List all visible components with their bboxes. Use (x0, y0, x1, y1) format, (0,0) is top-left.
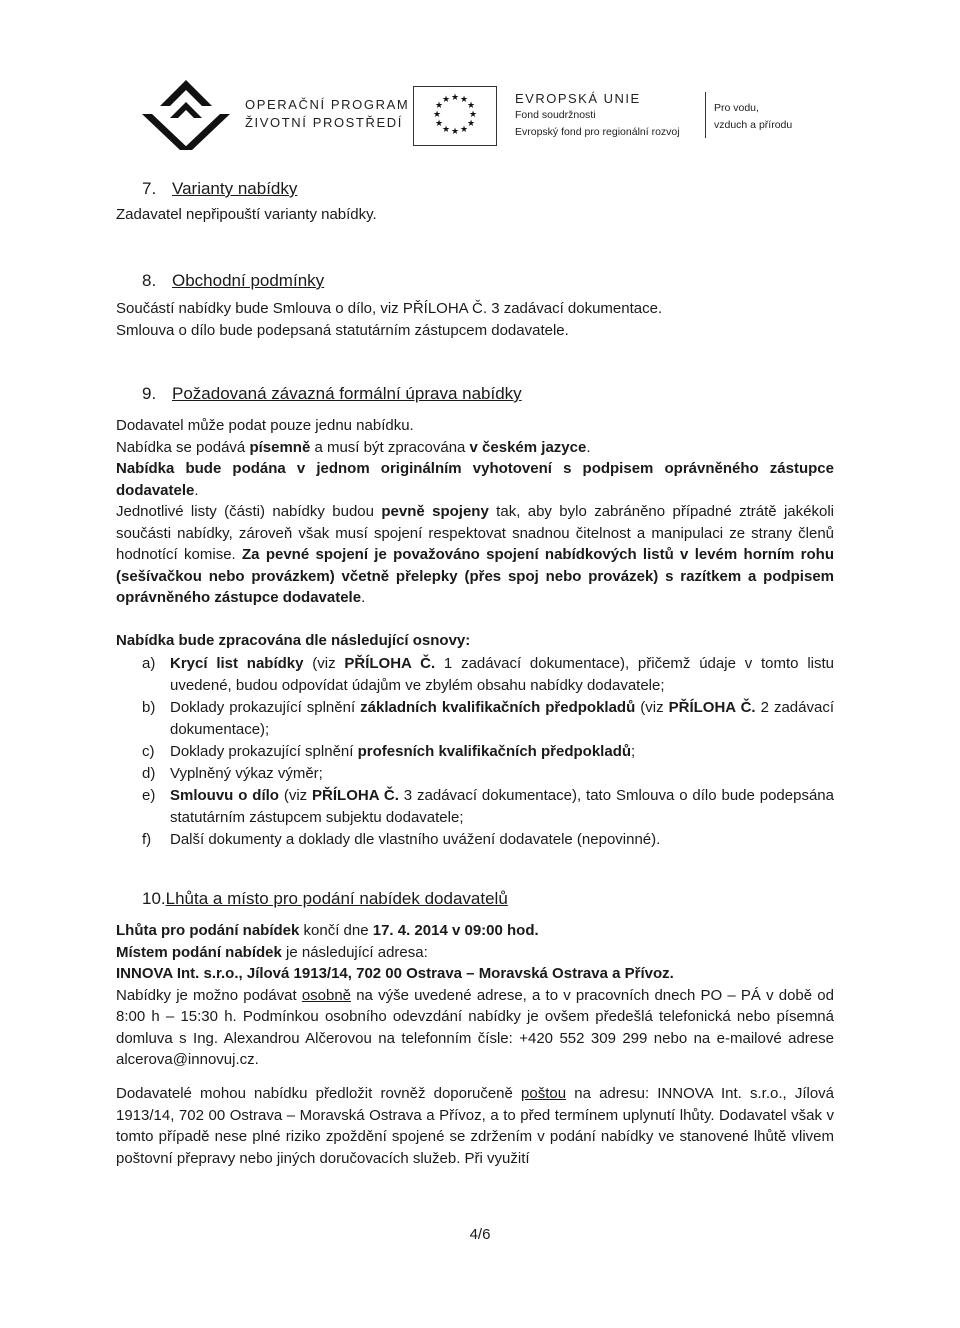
p4-bold-d: Za pevné spojení je považováno spojení nabídkových listů v levém horním rohu (sešívačkou nebo provázkem) včetně přelepky (přes spoj nebo provázek) s razítkem a podpisem oprávněného zástupce dodavatele (116, 546, 834, 606)
p2-text-a: Nabídka se podává (116, 438, 250, 456)
p4-bold-b: pevně spojeny (381, 503, 489, 520)
list-label: f) (142, 831, 152, 848)
list-body: Doklady prokazující splnění základních kvalifikačních předpokladů (viz PŘÍLOHA Č. 2 zadávací dokumentace); (170, 699, 834, 738)
list-label: a) (142, 655, 156, 672)
list-body: Krycí list nabídky (viz PŘÍLOHA Č. 1 zadávací dokumentace), přičemž údaje v tomto listu uvedené, budou odpovídat údajům ve zbylém obsahu nabídky dodavatele; (170, 655, 834, 694)
section-9-p3: Nabídka bude podána v jednom originálním vyhotovení s podpisem oprávněného zástupce dodavatele. (116, 460, 834, 499)
section-10-p1: Nabídky je možno podávat osobně na výše uvedené adrese, a to v pracovních dnech PO – PÁ v době od 8:00 h – 15:30 h. Podmínkou osobního odevzdání nabídky je ovšem předešlá telefonická nebo písemná domluva s Ing. Alexandrou Alčerovou na telefonním čísle: +420 552 309 299 nebo na e-mailové adrese alcerova@innovuj.cz. (116, 986, 834, 1068)
p2-bold-b: písemně (249, 438, 311, 456)
motto-line-2: vzduch a přírodu (714, 119, 793, 131)
section-9-p1: Dodavatel může podat pouze jednu nabídku. (116, 417, 414, 434)
section-10-number: 10. (142, 889, 166, 908)
program-name (245, 96, 409, 132)
svg-text:★: ★ (459, 125, 469, 135)
svg-text:★: ★ (459, 95, 469, 105)
program-line-2: ŽIVOTNÍ PROSTŘEDÍ (245, 115, 403, 130)
section-9-p2: Nabídka se podává písemně a musí být zpracována v českém jazyce. (116, 438, 591, 456)
page-number: 4/6 (469, 1226, 491, 1243)
list-label: e) (142, 787, 156, 804)
program-line-1: OPERAČNÍ PROGRAM (245, 97, 410, 112)
section-10-title: Lhůta a místo pro podání nabídek dodavatelů (165, 889, 508, 908)
svg-text:★: ★ (450, 93, 460, 103)
eu-flag (413, 86, 497, 146)
section-8-line-2: Smlouva o dílo bude podepsaná statutárním zástupcem dodavatele. (116, 322, 569, 339)
svg-text:★: ★ (466, 119, 476, 129)
section-7-heading (142, 179, 297, 199)
svg-text:★: ★ (434, 119, 444, 129)
p2-bold-d: v českém jazyce (469, 438, 587, 456)
eu-title: EVROPSKÁ UNIE (515, 91, 641, 106)
svg-text:★: ★ (441, 125, 451, 135)
section-9-title: Požadovaná závazná formální úprava nabídky (172, 384, 522, 403)
svg-text:★: ★ (450, 127, 460, 137)
svg-text:★: ★ (466, 101, 476, 111)
header-divider (705, 92, 706, 138)
svg-text:★: ★ (441, 95, 451, 105)
eu-fund-1: Fond soudržnosti (515, 109, 596, 121)
motto-line-1: Pro vodu, (714, 102, 759, 114)
p3-bold: Nabídka bude podána v jednom originálním vyhotovení s podpisem oprávněného zástupce dodavatele (116, 460, 834, 499)
list-body: Další dokumenty a doklady dle vlastního uvážení dodavatele (nepovinné). (170, 831, 661, 848)
list-label: d) (142, 765, 156, 782)
section-10-p2: Dodavatelé mohou nabídku předložit rovněž doporučeně poštou na adresu: INNOVA Int. s.r.o., Jílová 1913/14, 702 00 Ostrava – Moravská Ostrava a Přívoz, a to před termínem uplynutí lhůty. Dodavatel však v tomto případě nese plné riziko zpoždění spojené se zdržením v podání nabídky ve stanovené lhůtě vlivem poštovní přepravy nebo jiných doručovacích služeb. Při využití (116, 1085, 835, 1167)
eu-text (515, 90, 680, 141)
section-8-line-1: Součástí nabídky bude Smlouva o dílo, viz PŘÍLOHA Č. 3 zadávací dokumentace. (116, 300, 663, 317)
list-body: Doklady prokazující splnění profesních kvalifikačních předpokladů; (170, 743, 636, 760)
outline-title: Nabídka bude zpracována dle následující osnovy: (116, 632, 471, 649)
eu-fund-2: Evropský fond pro regionální rozvoj (515, 126, 680, 138)
p4-text-a: Jednotlivé listy (části) nabídky budou (116, 503, 382, 520)
section-7-text: Zadavatel nepřipouští varianty nabídky. (116, 206, 377, 223)
section-9-heading (142, 384, 522, 404)
deadline-line: Lhůta pro podání nabídek končí dne 17. 4. 2014 v 09:00 hod. (116, 922, 539, 939)
list-body: Vyplněný výkaz výměr; (170, 765, 323, 782)
p4-text-c: tak, aby bylo zabráněno případné ztrátě jakékoli součásti nabídky, zároveň však musí spojení respektovat snadnou čitelnost a manipulaci ze strany členů hodnotící komise. (116, 503, 835, 563)
section-9-p4: Jednotlivé listy (části) nabídky budou pevně spojeny tak, aby bylo zabráněno případné ztrátě jakékoli součásti nabídky, zároveň však musí spojení respektovat snadnou čitelnost a manipulaci ze strany členů hodnotící komise. Za pevné spojení je považováno spojení nabídkových listů v levém horním rohu (sešívačkou nebo provázkem) včetně přelepky (přes spoj nebo provázek) s razítkem a podpisem oprávněného zástupce dodavatele. (116, 503, 835, 606)
section-9-body (116, 415, 834, 609)
section-8-heading (142, 271, 324, 291)
section-7-number: 7. (142, 179, 157, 198)
section-10-body (116, 920, 834, 1071)
section-8-title: Obchodní podmínky (172, 271, 325, 290)
section-10-heading (142, 889, 508, 909)
svg-text:★: ★ (468, 110, 478, 120)
address-line: INNOVA Int. s.r.o., Jílová 1913/14, 702 00 Ostrava – Moravská Ostrava a Přívoz. (116, 965, 674, 982)
svg-text:★: ★ (432, 110, 442, 120)
motto (714, 100, 792, 134)
svg-text:★: ★ (434, 101, 444, 111)
list-body: Smlouvu o dílo (viz PŘÍLOHA Č. 3 zadávací dokumentace), tato Smlouva o dílo bude podepsána statutárním zástupcem subjektu dodavatele; (170, 787, 834, 826)
opzp-logo-icon (140, 78, 232, 152)
section-7-title: Varianty nabídky (172, 179, 298, 198)
list-label: c) (142, 743, 155, 760)
place-line: Místem podání nabídek je následující adresa: (116, 943, 428, 961)
p2-text-c: a musí být zpracována (310, 438, 470, 456)
list-label: b) (142, 699, 156, 716)
section-8-number: 8. (142, 271, 157, 290)
section-9-number: 9. (142, 384, 157, 403)
eu-stars-icon (414, 87, 496, 145)
